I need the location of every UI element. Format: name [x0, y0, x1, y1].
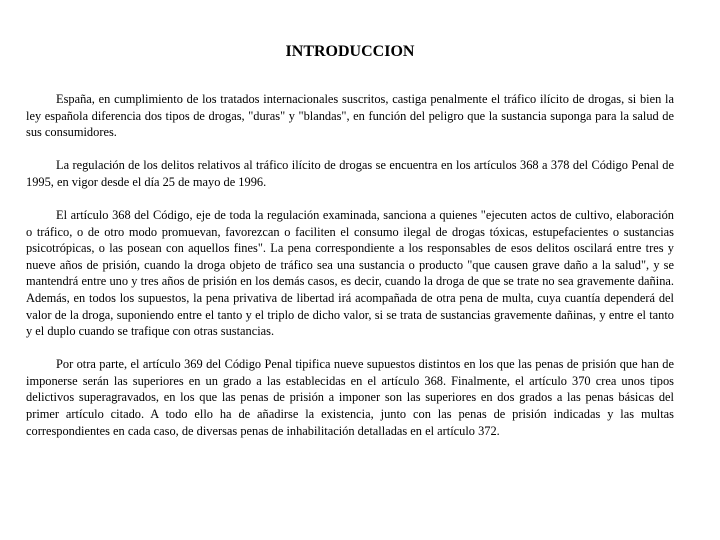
paragraph-4: Por otra parte, el artículo 369 del Código Penal tipifica nueve supuestos distintos en los que las penas de prisión que han de imponerse serán las superiores en un grado a las establecidas en el artículo 368. Finalmente, el artículo 370 crea unos tipos delictivos superagravados, en los que las penas de prisión a imponer son las superiores en dos grados a las penas básicas del primer artículo citado. A todo ello ha de añadirse la existencia, junto con las penas de prisión indicadas y las multas correspondientes en cada caso, de diversas penas de inhabilitación detalladas en el artículo 372. [26, 357, 674, 438]
document-page [26, 42, 674, 456]
document-title: INTRODUCCION [285, 43, 415, 60]
paragraph-1: España, en cumplimiento de los tratados internacionales suscritos, castiga penalmente el tráfico ilícito de drogas, si bien la ley española diferencia dos tipos de drogas, "duras" y "blandas", en función del peligro que la sustancia suponga para la salud de sus consumidores. [26, 92, 674, 140]
paragraph-3: El artículo 368 del Código, eje de toda la regulación examinada, sanciona a quienes "ejecuten actos de cultivo, elaboración o tráfico, o de otro modo promuevan, favorezcan o faciliten el consumo ilegal de drogas tóxicas, estupefacientes o sustancias psicotrópicas, o las posean con aquellos fines". La pena correspondiente a los responsables de esos delitos oscilará entre tres y nueve años de prisión, cuando la droga objeto de tráfico sea una sustancia o producto "que causen grave daño a la salud", y se mantendrá entre uno y tres años de prisión en los demás casos, es decir, cuando la droga de que se trate no sea gravemente dañina. Además, en todos los supuestos, la pena privativa de libertad irá acompañada de otra pena de multa, cuya cuantía dependerá del valor de la droga, suponiendo entre el tanto y el triplo de dicho valor, si se trata de sustancias gravemente dañinas, y entre el tanto y el duplo cuando se trafique con otras sustancias. [26, 207, 674, 339]
paragraph-2: La regulación de los delitos relativos al tráfico ilícito de drogas se encuentra en los artículos 368 a 378 del Código Penal de 1995, en vigor desde el día 25 de mayo de 1996. [26, 158, 674, 189]
